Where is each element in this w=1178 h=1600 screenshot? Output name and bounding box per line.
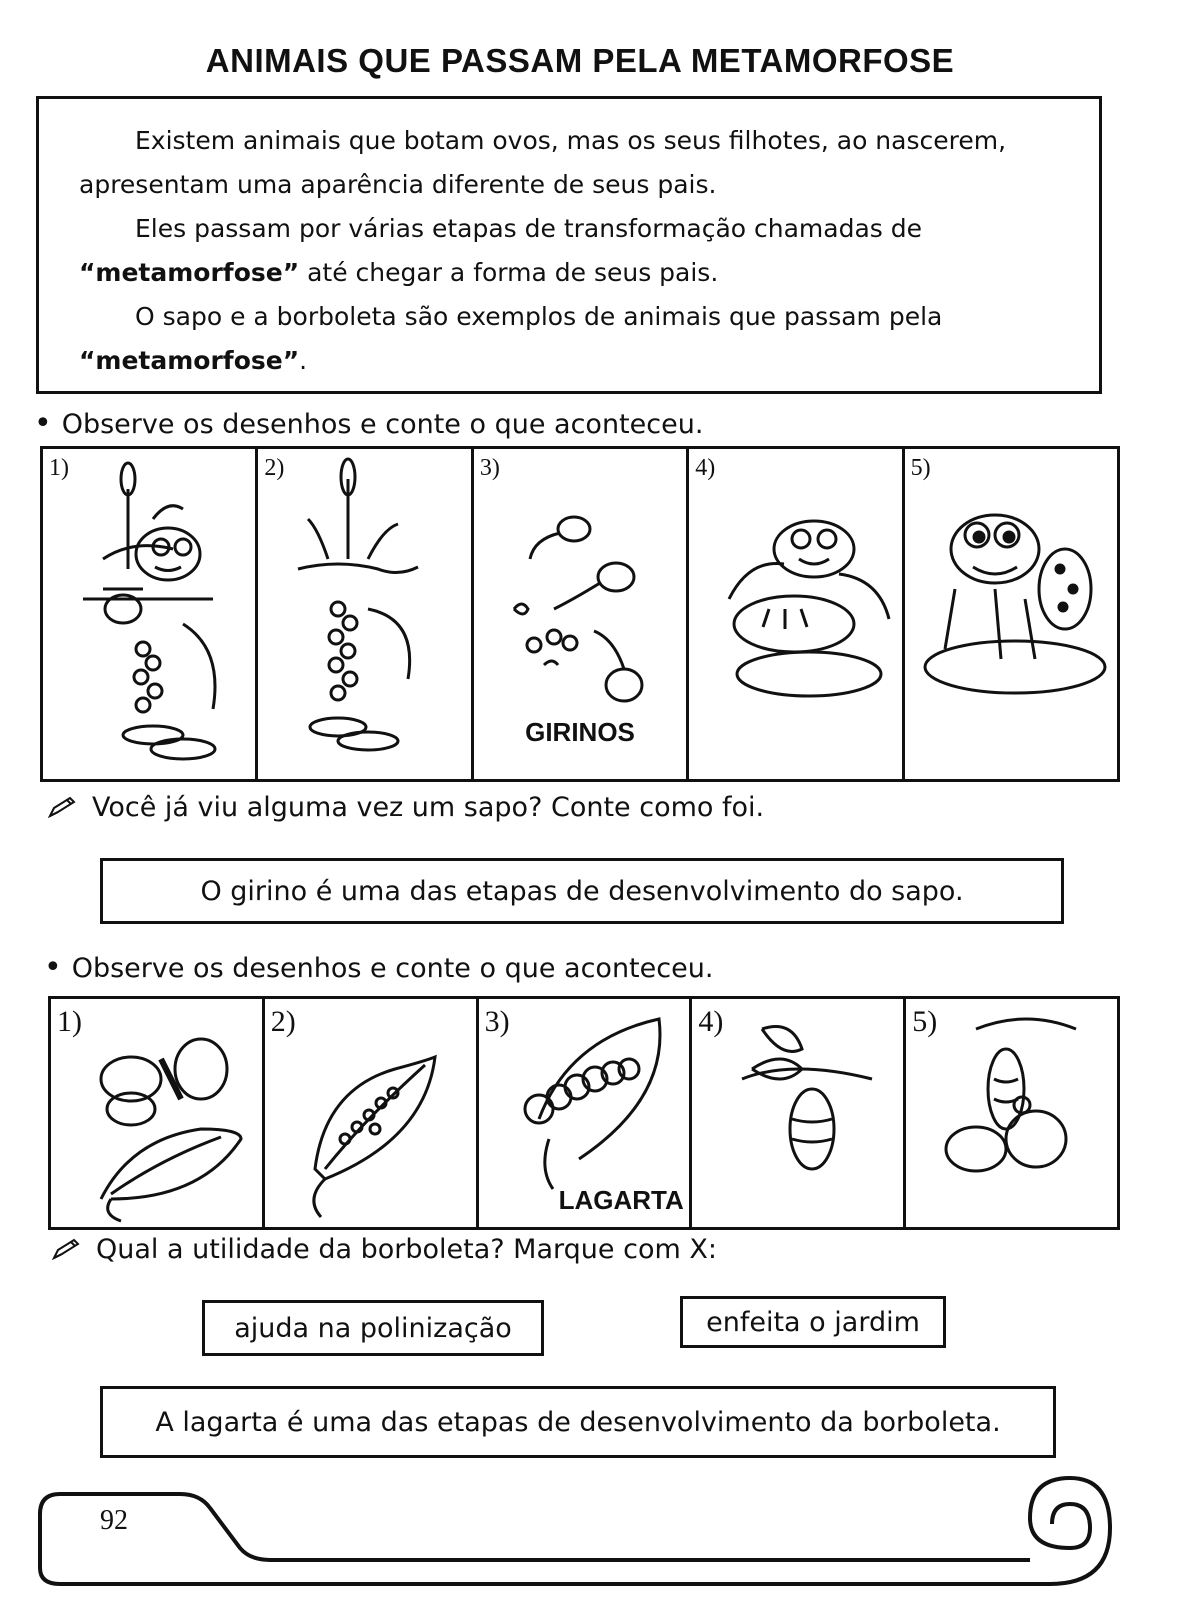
question-butterfly (50, 1234, 717, 1265)
answer-frog-text: O girino é uma das etapas de desenvolvimento do sapo. (200, 875, 964, 907)
option-garden[interactable] (680, 1296, 946, 1348)
frog-panel-2 (258, 449, 473, 779)
instruction-frog (34, 406, 703, 441)
intro-paragraph-3 (79, 295, 1063, 383)
tadpoles-caption: GIRINOS (525, 717, 635, 747)
intro-p2-keyword: “metamorfose” (79, 258, 300, 287)
butterfly-emerging-drawing (906, 999, 1117, 1227)
answer-box-frog (100, 858, 1064, 924)
adult-frog-drawing (905, 449, 1117, 779)
intro-p2-text: Eles passam por várias etapas de transformação chamadas de (135, 214, 923, 243)
frog-on-eggs-drawing (43, 449, 257, 779)
panel-number: 4) (698, 1005, 724, 1038)
panel-number: 4) (695, 455, 716, 481)
pencil-icon (50, 1238, 82, 1262)
butterfly-panel-4 (692, 999, 906, 1227)
frog-panel-4 (689, 449, 904, 779)
footer-scroll-decoration (30, 1448, 1130, 1588)
answer-butterfly-text: A lagarta é uma das etapas de desenvolvimento da borboleta. (155, 1406, 1001, 1438)
intro-p3-text: O sapo e a borboleta são exemplos de animais que passam pela (135, 302, 943, 331)
panel-number: 3) (484, 1005, 510, 1038)
option-garden-label: enfeita o jardim (706, 1306, 920, 1338)
butterfly-panel-2 (265, 999, 479, 1227)
instruction-frog-text: Observe os desenhos e conte o que aconteceu. (61, 409, 704, 440)
frog-panel-1 (43, 449, 258, 779)
intro-text-box (36, 96, 1102, 394)
bullet-dot: • (34, 406, 52, 441)
panel-number: 5) (912, 1005, 938, 1038)
instruction-butterfly-text: Observe os desenhos e conte o que aconteceu. (71, 953, 714, 984)
intro-p3-text-end: . (299, 346, 308, 375)
eggs-on-plant-drawing (258, 449, 472, 779)
intro-paragraph-1: Existem animais que botam ovos, mas os seus filhotes, ao nascerem, apresentam uma aparência diferente de seus pais. (79, 126, 1007, 199)
butterfly-on-leaf-drawing (51, 999, 265, 1227)
panel-number: 2) (270, 1005, 296, 1038)
panel-number: 5) (910, 455, 931, 481)
pencil-icon (46, 796, 78, 820)
option-pollination[interactable] (202, 1300, 544, 1356)
butterfly-panel-1 (51, 999, 265, 1227)
option-pollination-label: ajuda na polinização (234, 1312, 512, 1344)
intro-p3-keyword: “metamorfose” (79, 346, 300, 375)
page-title: ANIMAIS QUE PASSAM PELA METAMORFOSE (205, 42, 955, 79)
panel-number: 3) (479, 455, 500, 481)
frog-metamorphosis-strip (40, 446, 1120, 782)
chrysalis-drawing (692, 999, 906, 1227)
butterfly-panel-5 (906, 999, 1117, 1227)
panel-number: 1) (57, 1005, 82, 1038)
intro-paragraph-2 (79, 207, 1063, 295)
young-frog-drawing (689, 449, 903, 779)
question-butterfly-text: Qual a utilidade da borboleta? Marque com X: (96, 1234, 717, 1265)
butterfly-panel-3 (479, 999, 693, 1227)
intro-p2-text-end: até chegar a forma de seus pais. (299, 258, 719, 287)
eggs-on-leaf-drawing (265, 999, 479, 1227)
question-frog-text: Você já viu alguma vez um sapo? Conte como foi. (92, 792, 765, 823)
bullet-dot: • (44, 950, 62, 985)
panel-number: 2) (264, 455, 285, 481)
butterfly-metamorphosis-strip (48, 996, 1120, 1230)
frog-panel-3 (474, 449, 689, 779)
caterpillar-caption: LAGARTA (558, 1185, 684, 1215)
page-number: 92 (100, 1505, 128, 1536)
question-frog (46, 792, 764, 823)
instruction-butterfly (44, 950, 713, 985)
frog-panel-5 (905, 449, 1117, 779)
panel-number: 1) (49, 455, 69, 481)
